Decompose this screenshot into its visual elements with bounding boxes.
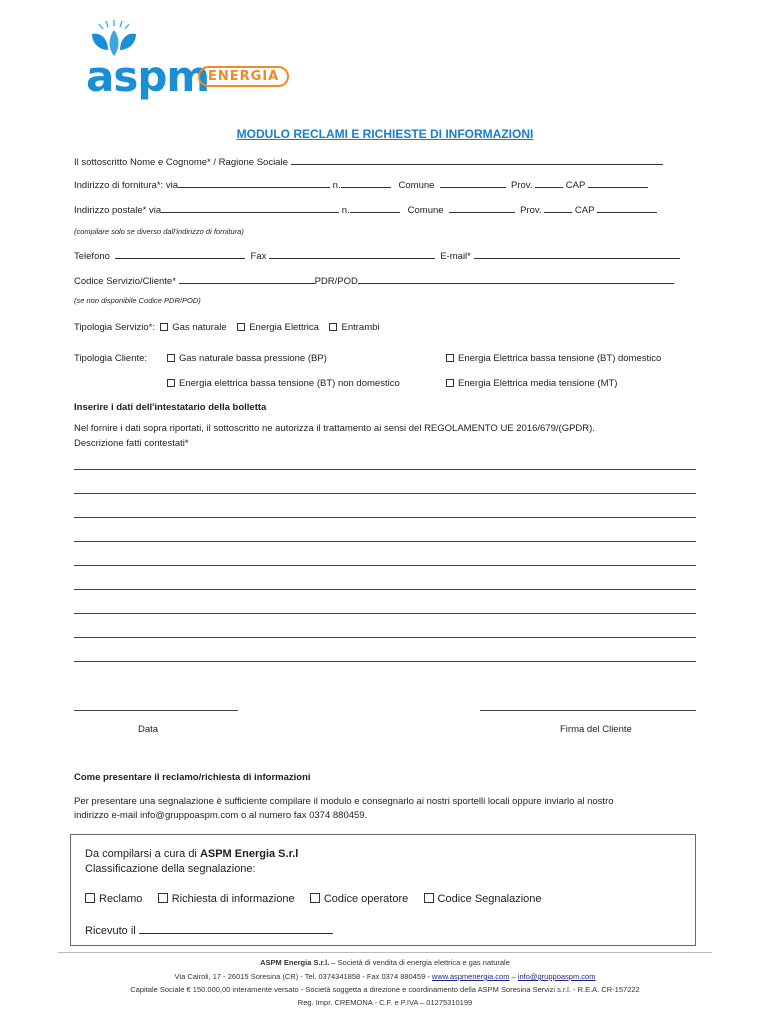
checkbox-icon[interactable] — [167, 379, 175, 387]
footer-company: ASPM Energia S.r.l. – Società di vendita di energia elettrica e gas naturale — [260, 958, 510, 967]
label-fax: Fax — [250, 251, 267, 262]
checkbox-icon[interactable] — [446, 379, 454, 387]
heading-come: Come presentare il reclamo/richiesta di informazioni — [74, 772, 311, 783]
field-nome[interactable] — [291, 155, 663, 165]
office-use-box — [70, 834, 696, 946]
box-options — [85, 893, 542, 905]
description-line[interactable] — [74, 661, 696, 662]
checkbox-icon[interactable] — [237, 323, 245, 331]
label-tipologia-servizio: Tipologia Servizio*: — [74, 322, 155, 333]
field-postale-n[interactable] — [350, 203, 400, 213]
description-line[interactable] — [74, 517, 696, 518]
row-contatti — [74, 249, 680, 263]
label-codice: Codice Servizio/Cliente* — [74, 276, 176, 287]
box-intro: Da compilarsi a cura di ASPM Energia S.r.l — [85, 848, 299, 860]
description-line[interactable] — [74, 565, 696, 566]
field-firma[interactable] — [480, 710, 696, 711]
brand-name: aspm — [86, 52, 210, 101]
description-line[interactable] — [74, 493, 696, 494]
label-n: n. — [332, 180, 341, 191]
option-gas-bp[interactable]: Gas naturale bassa pressione (BP) — [167, 353, 327, 365]
box-classificazione: Classificazione della segnalazione: — [85, 863, 256, 875]
option-richiesta[interactable]: Richiesta di informazione — [158, 893, 295, 905]
option-energia[interactable]: Energia Elettrica — [237, 322, 319, 333]
checkbox-icon[interactable] — [85, 893, 95, 903]
field-postale-via[interactable] — [161, 203, 339, 213]
label-nome: Il sottoscritto Nome e Cognome* / Ragione Sociale — [74, 157, 288, 168]
checkbox-icon[interactable] — [329, 323, 337, 331]
label-tipologia-cliente: Tipologia Cliente: — [74, 353, 148, 364]
field-telefono[interactable] — [115, 249, 245, 259]
field-fax[interactable] — [269, 249, 435, 259]
footer-capitale: Capitale Sociale € 150.000,00 interamente versato - Società soggetta a direzione e coordinamento della ASPM Soresina Servizi s.r.l. - R.E.A. CR-157222 — [130, 985, 640, 994]
come-line1: Per presentare una segnalazione è sufficiente compilare il modulo e consegnarlo ai nostri sportelli locali oppure inviarlo al nostro — [74, 796, 614, 807]
description-line[interactable] — [74, 637, 696, 638]
footer-site-link[interactable]: www.aspmenergia.com — [431, 972, 510, 981]
field-postale-cap[interactable] — [597, 203, 657, 213]
field-fornitura-prov[interactable] — [535, 178, 563, 188]
field-fornitura-via[interactable] — [178, 178, 330, 188]
field-email[interactable] — [474, 249, 680, 259]
checkbox-icon[interactable] — [167, 354, 175, 362]
option-bt-non-domestico[interactable]: Energia elettrica bassa tensione (BT) non domestico — [167, 378, 400, 390]
description-line[interactable] — [74, 613, 696, 614]
option-codice-operatore[interactable]: Codice operatore — [310, 893, 408, 905]
label-n: n. — [341, 205, 350, 216]
field-pdr[interactable] — [358, 274, 674, 284]
row-fornitura — [74, 178, 648, 192]
field-data[interactable] — [74, 710, 238, 711]
box-ricevuto: Ricevuto il — [85, 923, 333, 937]
field-ricevuto[interactable] — [139, 923, 333, 934]
label-prov: Prov. — [511, 180, 533, 191]
label-cap: CAP — [565, 180, 586, 191]
field-fornitura-n[interactable] — [341, 178, 391, 188]
label-telefono: Telefono — [74, 251, 110, 262]
label-comune: Comune — [398, 180, 435, 191]
label-prov: Prov. — [520, 205, 542, 216]
checkbox-icon[interactable] — [158, 893, 168, 903]
row-codice — [74, 274, 674, 288]
footer-address: Via Cairoli, 17 - 26015 Soresina (CR) - Tel. 0374341858 - Fax 0374 880459 - www.aspmenergia.com – info@gruppoaspm.com — [174, 972, 596, 981]
option-entrambi[interactable]: Entrambi — [329, 322, 379, 333]
description-line[interactable] — [74, 541, 696, 542]
field-fornitura-cap[interactable] — [588, 178, 648, 188]
label-postale: Indirizzo postale* via — [74, 205, 162, 216]
page-title: MODULO RECLAMI E RICHIESTE DI INFORMAZIONI — [236, 127, 534, 141]
row-postale — [74, 203, 657, 217]
heading-intestatario: Inserire i dati dell'intestatario della bolletta — [74, 402, 267, 413]
label-comune: Comune — [407, 205, 444, 216]
field-codice[interactable] — [179, 274, 315, 284]
footer-reg: Reg. Impr. CREMONA - C.F. e P.IVA – 01275310199 — [297, 998, 473, 1007]
description-line[interactable] — [74, 589, 696, 590]
label-firma: Firma del Cliente — [560, 724, 632, 735]
label-descrizione: Descrizione fatti contestati* — [74, 438, 189, 449]
field-postale-prov[interactable] — [544, 203, 572, 213]
checkbox-icon[interactable] — [310, 893, 320, 903]
come-line2: indirizzo e-mail info@gruppoaspm.com o al numero fax 0374 880459. — [74, 810, 368, 821]
option-gas[interactable]: Gas naturale — [160, 322, 226, 333]
label-pdr: PDR/POD — [314, 276, 358, 287]
footer-divider — [58, 952, 712, 953]
label-email: E-mail* — [440, 251, 471, 262]
option-bt-domestico[interactable]: Energia Elettrica bassa tensione (BT) domestico — [446, 353, 661, 365]
field-postale-comune[interactable] — [449, 203, 515, 213]
note-postale: (compilare solo se diverso dall'indirizzo di fornitura) — [74, 227, 244, 236]
option-mt[interactable]: Energia Elettrica media tensione (MT) — [446, 378, 617, 390]
label-fornitura: Indirizzo di fornitura*: via — [74, 180, 179, 191]
checkbox-icon[interactable] — [160, 323, 168, 331]
note-pdr: (se non disponibile Codice PDR/POD) — [74, 296, 201, 305]
brand-pill: ENERGIA — [198, 66, 289, 87]
privacy-text: Nel fornire i dati sopra riportati, il sottoscritto ne autorizza il trattamento ai sensi del REGOLAMENTO UE 2016/679/(GPDR). — [74, 423, 595, 434]
footer-mail-link[interactable]: info@gruppoaspm.com — [517, 972, 596, 981]
option-reclamo[interactable]: Reclamo — [85, 893, 142, 905]
checkbox-icon[interactable] — [424, 893, 434, 903]
row-nome — [74, 155, 663, 169]
option-codice-segnalazione[interactable]: Codice Segnalazione — [424, 893, 542, 905]
field-fornitura-comune[interactable] — [440, 178, 506, 188]
label-data: Data — [138, 724, 159, 735]
label-cap: CAP — [574, 205, 595, 216]
description-line[interactable] — [74, 469, 696, 470]
checkbox-icon[interactable] — [446, 354, 454, 362]
row-tipologia-servizio — [74, 322, 380, 334]
